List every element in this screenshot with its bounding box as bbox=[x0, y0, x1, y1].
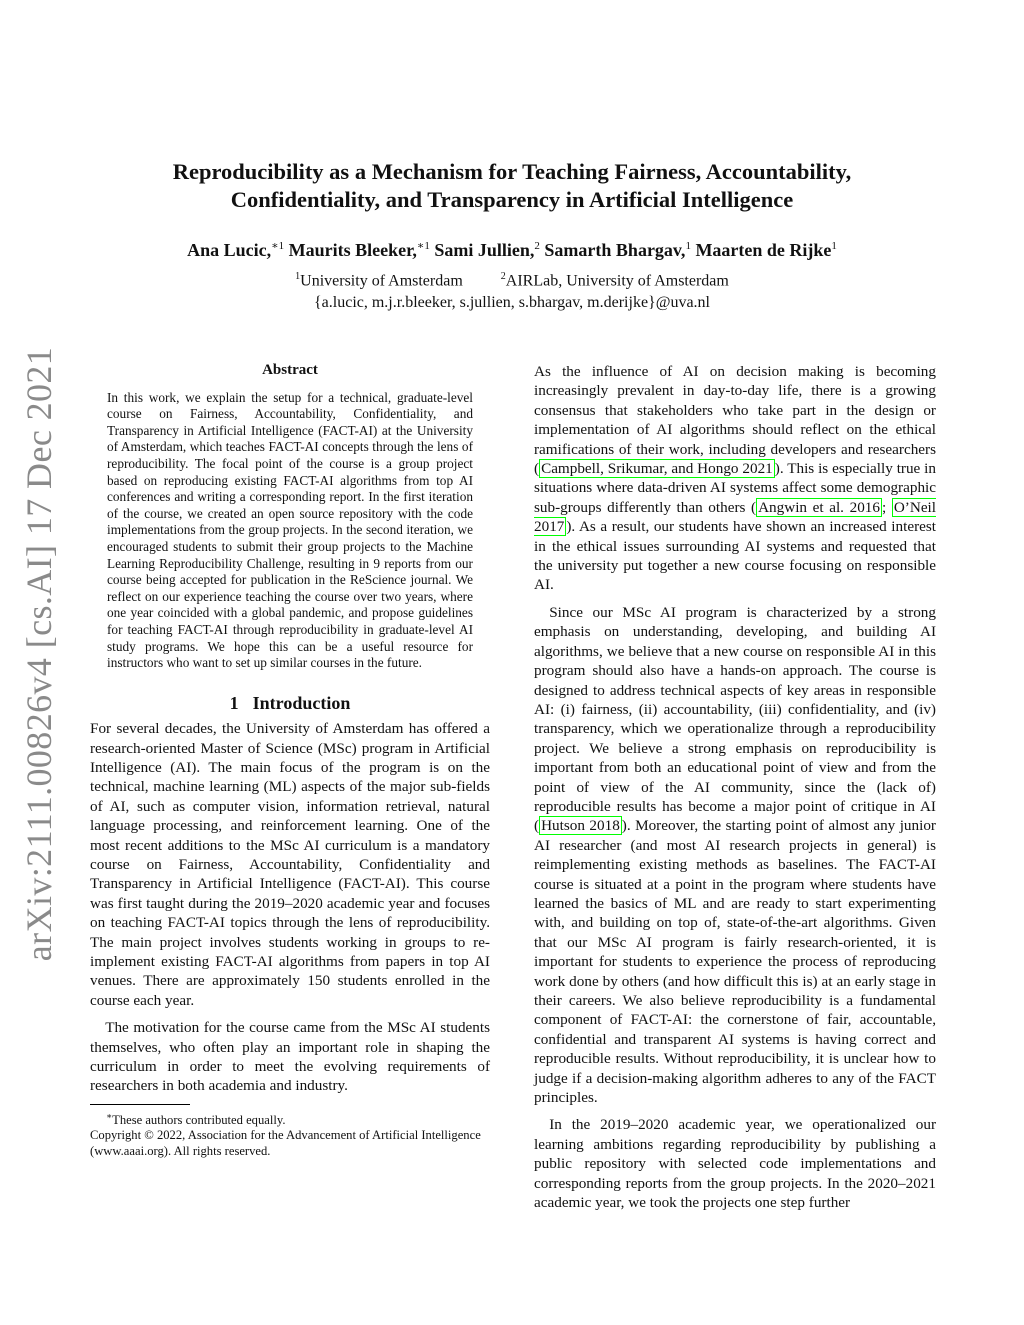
arxiv-identifier: arXiv:2111.00826v4 [cs.AI] 17 Dec 2021 bbox=[19, 346, 59, 962]
left-column bbox=[90, 362, 490, 1159]
footnote-mark: ∗ bbox=[106, 1110, 113, 1121]
abstract-heading: Abstract bbox=[262, 362, 318, 378]
right-paragraph-2 bbox=[534, 603, 936, 1108]
paper-title bbox=[100, 158, 924, 214]
citation-year: 2021 bbox=[742, 460, 773, 478]
citation-year: 2018 bbox=[589, 817, 620, 835]
footnote-text: These authors contributed equally. bbox=[112, 1113, 286, 1127]
citation-authors: O’Neil bbox=[893, 498, 937, 516]
abstract bbox=[90, 362, 490, 672]
citation-separator: ; bbox=[881, 498, 892, 516]
right-paragraph-1 bbox=[534, 362, 936, 595]
affiliations bbox=[100, 266, 924, 314]
author-emails: {a.lucic, m.j.r.bleeker, s.jullien, s.bhargav, m.derijke}@uva.nl bbox=[313, 294, 710, 312]
footnote-equal-contribution bbox=[90, 1109, 490, 1129]
author-affiliation-mark: 1 bbox=[831, 240, 837, 252]
author-affiliation-mark: 1 bbox=[685, 240, 691, 252]
section-title: Introduction bbox=[252, 692, 351, 713]
citation-authors: Hutson bbox=[541, 817, 585, 835]
author-name: Samarth Bhargav, bbox=[544, 240, 686, 260]
author-name: Maurits Bleeker, bbox=[288, 240, 417, 260]
author-affiliation-mark: ∗1 bbox=[416, 240, 430, 252]
citation-link-hutson[interactable] bbox=[539, 816, 622, 835]
copyright-notice: Copyright © 2022, Association for the Advancement of Artificial Intelligence (www.aaai.org). All rights reserved. bbox=[90, 1128, 481, 1158]
arxiv-identifier-stamp bbox=[14, 346, 64, 962]
paragraph-text: ). Moreover, the starting point of almost any junior AI researcher (and most AI research projects in general) is reimplementing existing methods as baselines. The FACT-AI course is situated at a point in the program where students have learned the basics of ML and are ready to start experimenting with, and building on top of, state-of-the-art algorithms. Given that our MSc AI program is fairly research-oriented, it is important for students to experience the process of reproducing work done by others (and how difficult this is) at an early stage in their careers. We also believe reproducibility is a fundamental component of FACT-AI: the cornerstone of fair, accountable, confidential and transparent AI systems is having correct and reproducible results. Without reproducibility, it is unclear how to judge if a decision-making algorithm adheres to any of the FACT principles. bbox=[534, 817, 936, 1107]
author-name: Ana Lucic, bbox=[187, 240, 272, 260]
paper-title-line-2: Confidentiality, and Transparency in Artificial Intelligence bbox=[230, 187, 794, 212]
affiliation-name: AIRLab, University of Amsterdam bbox=[505, 272, 729, 290]
right-column bbox=[534, 362, 936, 1220]
right-paragraph-3: In the 2019–2020 academic year, we operationalized our learning ambitions regarding reproducibility by publishing a public repository with selected code implementations and corresponding reports from the group projects. In the 2020–2021 academic year, we took the projects one step further bbox=[534, 1116, 936, 1212]
footnote-divider bbox=[90, 1104, 190, 1105]
author-list bbox=[100, 234, 924, 262]
paragraph-text: Since our MSc AI program is characterized by a strong emphasis on understanding, developing, and building AI algorithms, we believe that a new course on responsible AI in this program should also have a hands-on approach. The course is designed to address technical aspects of key areas in responsible AI: (i) fairness, (ii) accountability, (iii) confidentiality, and (iv) transparency, which we operationalize through a reproducibility project. We believe a strong emphasis on reproducibility is important from both an educational point of view and from the point of view of the AI community, since the (lack of) reproducible results has become a major point of critique in AI ( bbox=[534, 603, 936, 835]
citation-link-angwin[interactable] bbox=[756, 498, 882, 517]
citation-authors: Angwin et al. bbox=[758, 498, 844, 516]
intro-paragraph-2: The motivation for the course came from the MSc AI students themselves, who often play an important role in shaping the curriculum in order to meet the evolving requirements of researchers in both academia and industry. bbox=[90, 1019, 490, 1095]
citation-authors: Campbell, Srikumar, and Hongo bbox=[541, 460, 739, 478]
paragraph-text: ). This is especially true in situations where data-driven AI systems affect some demographic sub-groups differently than others ( bbox=[534, 460, 936, 516]
affiliation-name: University of Amsterdam bbox=[300, 272, 463, 290]
affiliation-mark: 2 bbox=[500, 271, 506, 282]
citation-year: 2017 bbox=[534, 518, 565, 536]
section-number: 1 bbox=[229, 692, 239, 713]
paragraph-text: As the influence of AI on decision making is becoming increasingly prevalent in day-to-day life, there is a growing consensus that stakeholders who take part in the design or implementation of AI algorithms should reflect on the ethical ramifications of their work, including developers and researchers ( bbox=[534, 363, 936, 478]
footnotes bbox=[90, 1109, 490, 1159]
citation-link-campbell[interactable] bbox=[539, 459, 775, 478]
abstract-text: In this work, we explain the setup for a technical, graduate-level course on Fairness, Accountability, Confidentiality, and Transparency in Artificial Intelligence (FACT-AI) at the University of Amsterdam, which teaches FACT-AI concepts through the lens of reproducibility. The focal point of the course is a group project based on reproducing existing FACT-AI algorithms from top AI conferences and writing a corresponding report. In the first iteration of the course, we created an open source repository with the code implementations from the group projects. In the second iteration, we encouraged students to submit their group projects to the Machine Learning Reproducibility Challenge, resulting in 9 reports from our course being accepted for publication in the ReScience journal. We reflect on our experience teaching the course over two years, where one year coincided with a global pandemic, and propose guidelines for teaching FACT-AI through reproducibility in graduate-level AI study programs. We hope this can be a useful resource for instructors who want to set up similar courses in the future. bbox=[107, 389, 473, 671]
author-name: Sami Jullien, bbox=[434, 240, 535, 260]
author-affiliation-mark: ∗1 bbox=[271, 240, 285, 252]
author-name: Maarten de Rijke bbox=[695, 240, 832, 260]
citation-year: 2016 bbox=[849, 498, 880, 516]
intro-paragraph-1: For several decades, the University of Amsterdam has offered a research-oriented Master of Science (MSc) program in Artificial Intelligence (AI). The main focus of the program is on the technical, machine learning (ML) aspects of the major sub-fields of AI, such as computer vision, information retrieval, natural language processing, and reinforcement learning. One of the most recent additions to the MSc AI curriculum is a mandatory course on Fairness, Accountability, Confidentiality and Transparency in Artificial Intelligence (FACT-AI). This course was first taught during the 2019–2020 academic year and focuses on teaching FACT-AI topics through the lens of reproducibility. The main project involves students working in groups to re-implement existing FACT-AI algorithms from papers in top AI venues. There are approximately 150 students enrolled in the course each year. bbox=[90, 720, 490, 1009]
paper-title-line-1: Reproducibility as a Mechanism for Teaching Fairness, Accountability, bbox=[172, 159, 852, 184]
affiliation-mark: 1 bbox=[295, 271, 301, 282]
section-heading-introduction bbox=[90, 694, 490, 713]
author-affiliation-mark: 2 bbox=[534, 240, 540, 252]
paragraph-text: ). As a result, our students have shown an increased interest in the ethical issues surrounding AI systems and requested that the university put together a new course focusing on responsible AI. bbox=[534, 518, 936, 594]
